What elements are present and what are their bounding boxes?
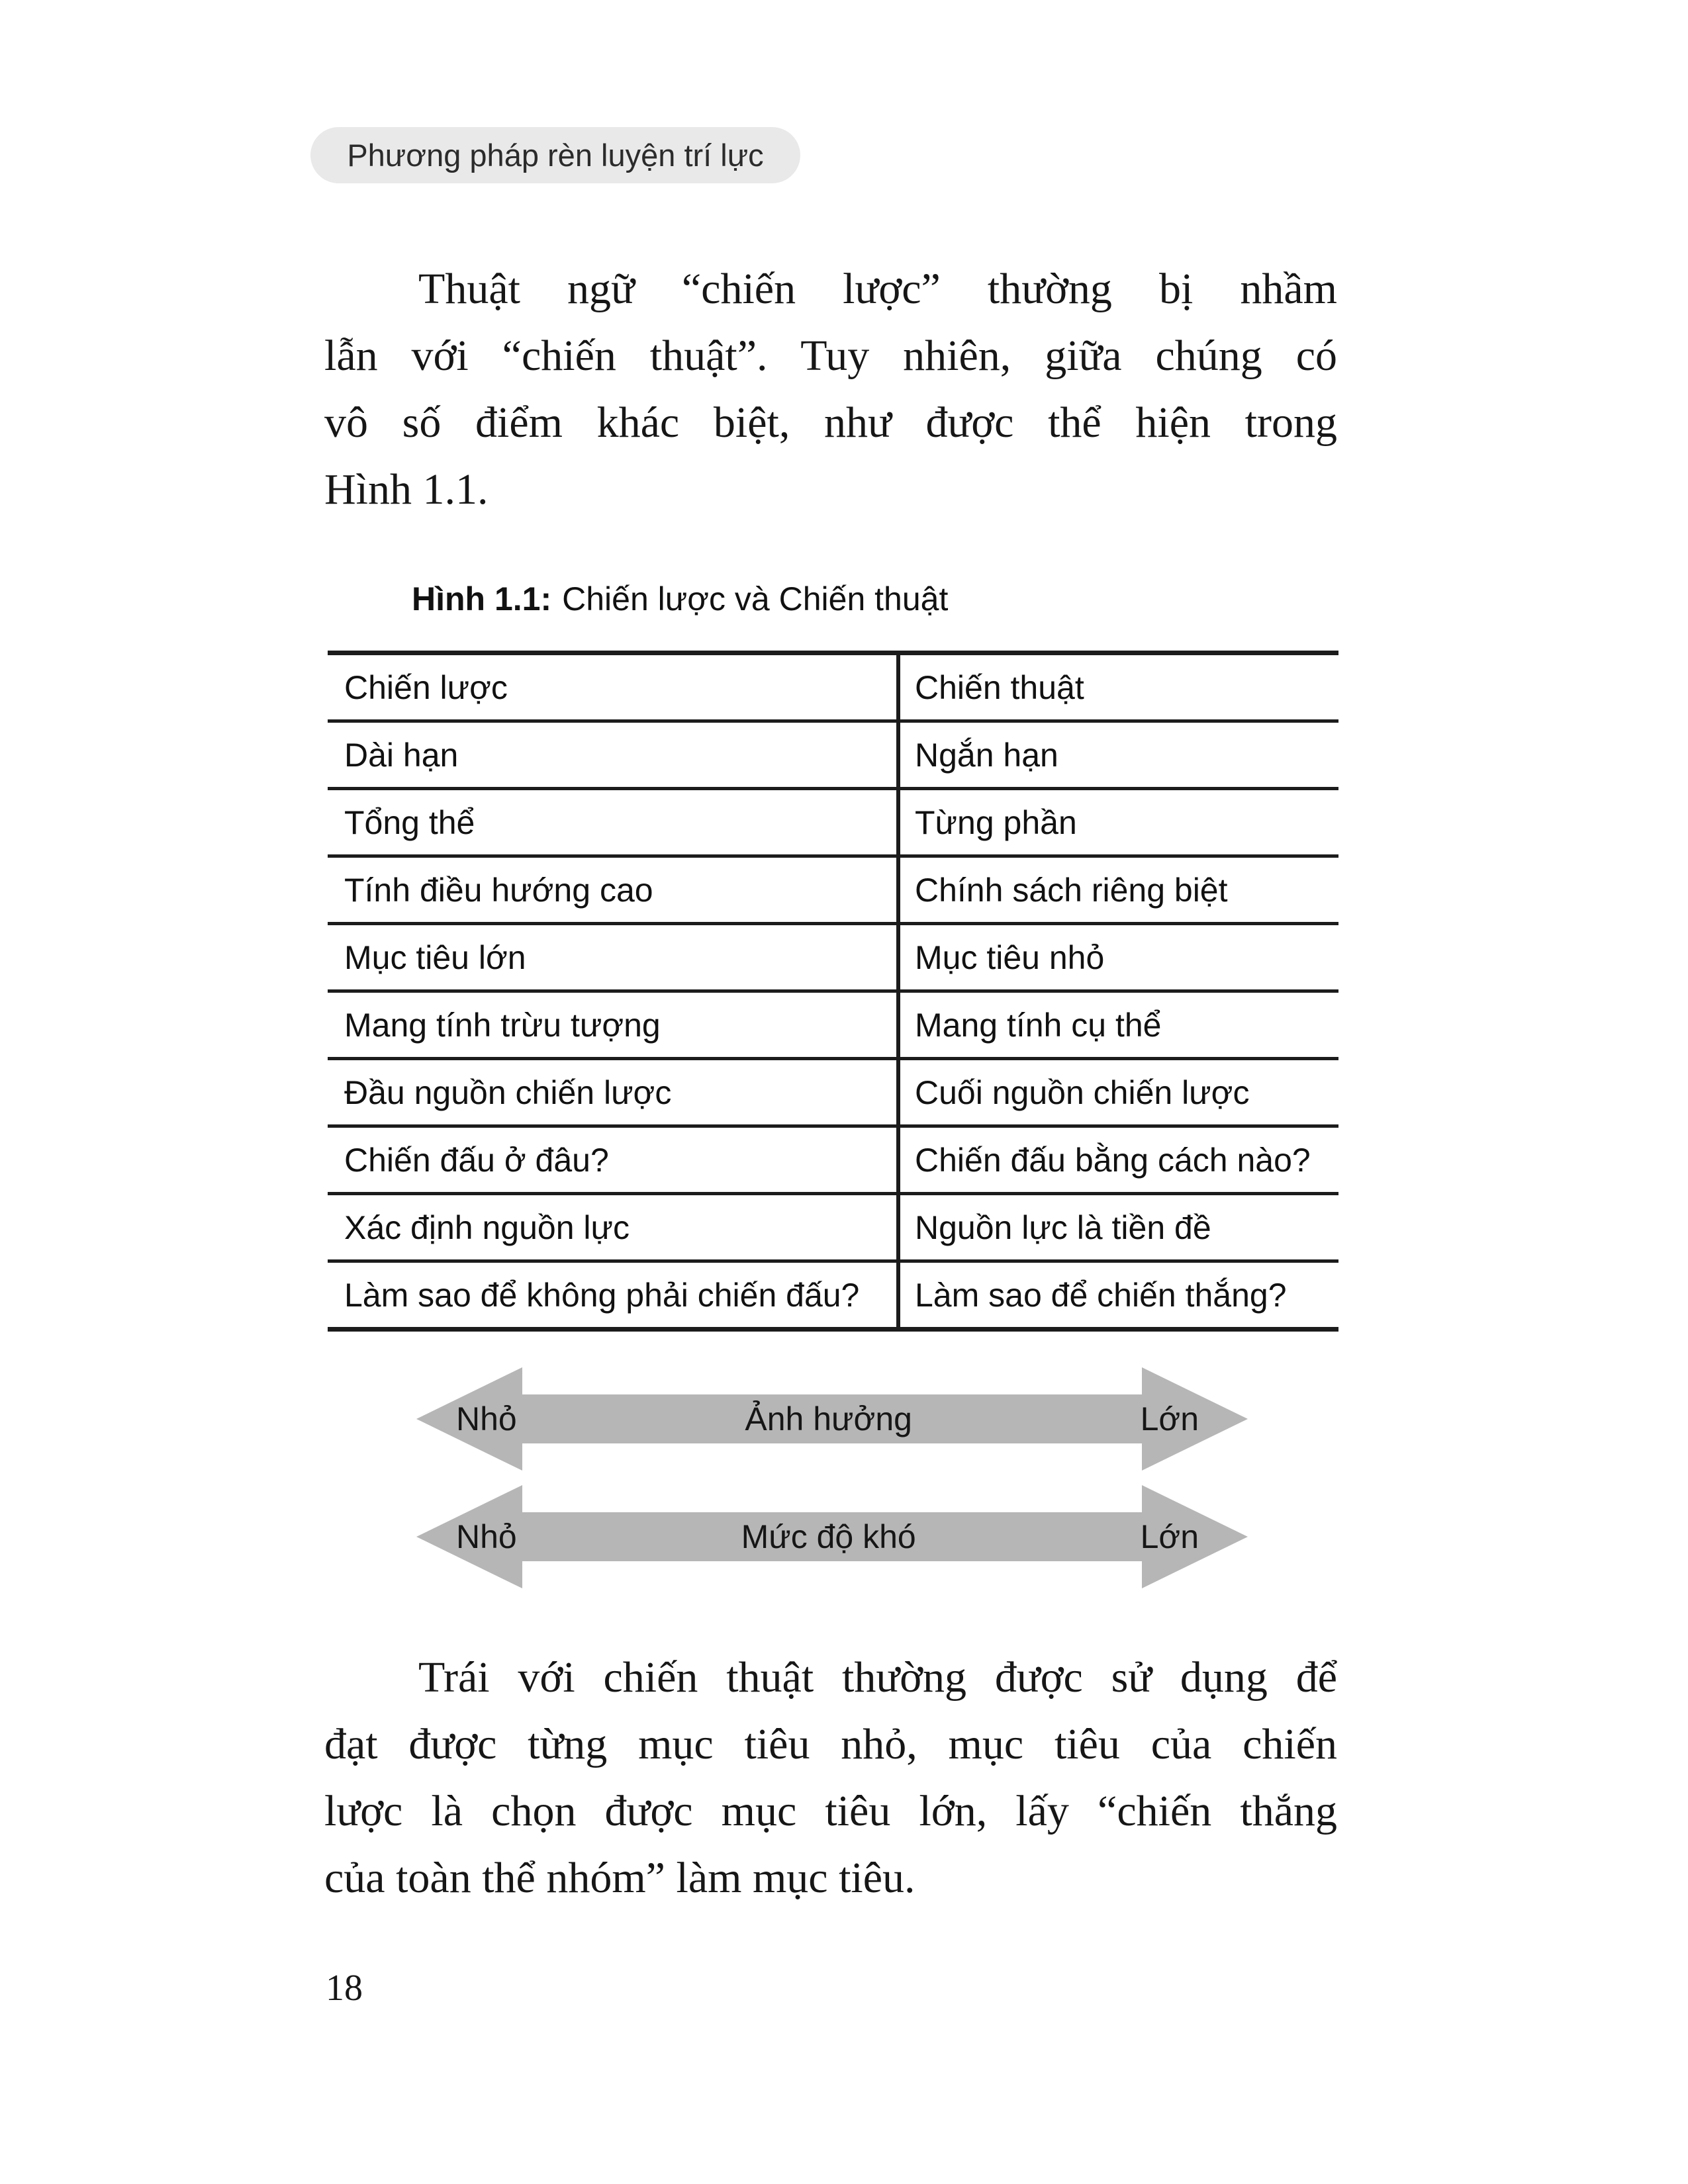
arrow-labels (456, 1512, 1199, 1561)
table-row (328, 858, 1338, 925)
page-number: 18 (326, 1968, 363, 2009)
table-cell-tactics: Ngắn hạn (915, 736, 1058, 774)
closing-paragraph (324, 1644, 1337, 1911)
figure-caption-label: Hình 1.1: (412, 580, 552, 617)
table-cell-strategy: Làm sao để không phải chiến đấu? (328, 1263, 900, 1327)
arrow-labels (456, 1394, 1199, 1443)
arrow-label-right: Lớn (1140, 1400, 1199, 1437)
double-arrow (416, 1367, 1248, 1471)
table-cell-strategy: Chiến lược (328, 655, 900, 719)
table-row (328, 993, 1338, 1060)
comparison-table (328, 651, 1338, 1332)
paragraph-line: Trái với chiến thuật thường được sử dụng để (418, 1653, 1337, 1702)
table-cell-tactics: Mang tính cụ thể (915, 1006, 1162, 1044)
table-cell-tactics: Cuối nguồn chiến lược (915, 1073, 1250, 1111)
table-row (328, 723, 1338, 790)
paragraph-line: đạt được từng mục tiêu nhỏ, mục tiêu của chiến (324, 1720, 1337, 1768)
double-arrow (416, 1485, 1248, 1588)
paragraph-line: lẫn với “chiến thuật”. Tuy nhiên, giữa chúng có (324, 332, 1337, 380)
table-cell-strategy: Tổng thể (328, 790, 900, 854)
table-row (328, 655, 1338, 723)
paragraph-line: vô số điểm khác biệt, như được thể hiện trong (324, 398, 1337, 447)
table-cell-tactics: Nguồn lực là tiền đề (915, 1208, 1211, 1246)
table-cell-strategy: Mang tính trừu tượng (328, 993, 900, 1057)
table-cell-strategy: Đầu nguồn chiến lược (328, 1060, 900, 1124)
table-cell-strategy: Xác định nguồn lực (328, 1195, 900, 1259)
table-cell-tactics: Chiến thuật (915, 668, 1084, 706)
table-cell-strategy: Chiến đấu ở đâu? (328, 1128, 900, 1192)
table-row (328, 1060, 1338, 1128)
table-row (328, 1195, 1338, 1263)
paragraph-line: Hình 1.1. (324, 465, 489, 514)
table-cell-tactics: Chính sách riêng biệt (915, 871, 1228, 909)
table-cell-strategy: Dài hạn (328, 723, 900, 787)
table-row (328, 1263, 1338, 1327)
table-cell-tactics: Từng phần (915, 803, 1077, 841)
figure-caption-text: Chiến lược và Chiến thuật (562, 580, 949, 617)
arrow-label-center: Mức độ khó (741, 1518, 916, 1555)
table-row (328, 925, 1338, 993)
arrow-label-left: Nhỏ (456, 1400, 517, 1437)
figure-caption (412, 580, 948, 618)
table-cell-tactics: Mục tiêu nhỏ (915, 938, 1105, 976)
arrow-label-left: Nhỏ (456, 1518, 517, 1555)
table-cell-strategy: Mục tiêu lớn (328, 925, 900, 989)
arrows-group (416, 1367, 1248, 1588)
table-cell-tactics: Làm sao để chiến thắng? (915, 1276, 1287, 1314)
paragraph-line: Thuật ngữ “chiến lược” thường bị nhầm (418, 265, 1337, 313)
table-cell-tactics: Chiến đấu bằng cách nào? (915, 1141, 1311, 1179)
intro-paragraph (324, 255, 1337, 523)
table-cell-strategy: Tính điều hướng cao (328, 858, 900, 922)
arrow-label-right: Lớn (1140, 1518, 1199, 1555)
table-row (328, 1128, 1338, 1195)
paragraph-line: lược là chọn được mục tiêu lớn, lấy “chiến thắng (324, 1787, 1337, 1835)
table-row (328, 790, 1338, 858)
paragraph-line: của toàn thể nhóm” làm mục tiêu. (324, 1854, 915, 1902)
running-header: Phương pháp rèn luyện trí lực (310, 127, 800, 183)
arrow-label-center: Ảnh hưởng (745, 1400, 912, 1437)
